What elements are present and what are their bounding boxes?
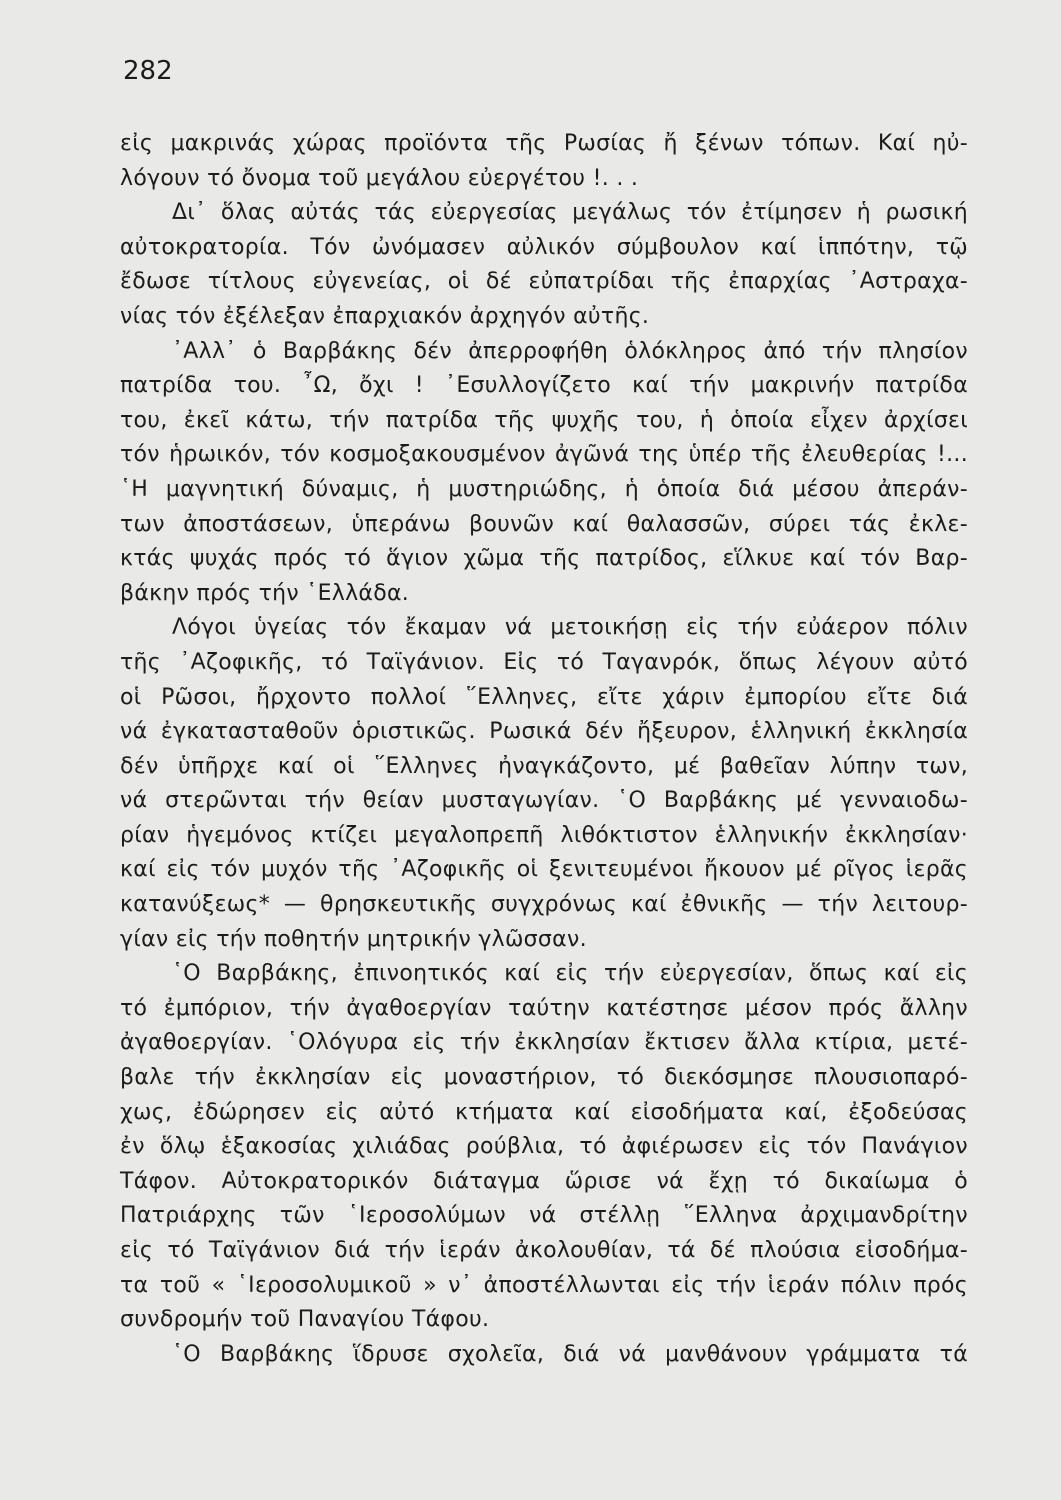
text-line: εἰς μακρινάς χώρας προϊόντα τῆς Ρωσίας ἤ ξένων τόπων. Καί ηὐ- <box>120 131 968 156</box>
text-line: ῾Ο Βαρβάκης ἵδρυσε σχολεῖα, διά νά μανθάνουν γράμματα τά <box>172 1341 968 1367</box>
text-line: Τάφον. Αὐτοκρατορικόν διάταγμα ὥρισε νά ἔχῃ τό δικαίωμα ὁ <box>120 1168 968 1194</box>
text-line: νά στερῶνται τήν θείαν μυσταγωγίαν. ῾Ο Βαρβάκης μέ γενναιοδω- <box>120 788 968 814</box>
text-line: ἀγαθοεργίαν. ῾Ολόγυρα εἰς τήν ἐκκλησίαν ἔκτισεν ἄλλα κτίρια, μετέ- <box>120 1030 968 1056</box>
text-line: τα τοῦ « ῾Ιεροσολυμικοῦ » ν᾿ ἀποστέλλωνται εἰς τήν ἱεράν πόλιν πρός <box>120 1272 968 1298</box>
body-text <box>120 127 968 1372</box>
text-line: ἔδωσε τίτλους εὐγενείας, οἱ δέ εὐπατρίδαι τῆς ἐπαρχίας ᾿Αστραχα- <box>120 269 968 295</box>
text-line: του, ἐκεῖ κάτω, τήν πατρίδα τῆς ψυχῆς του, ἡ ὁποία εἶχεν ἀρχίσει <box>120 407 968 433</box>
text-line: εἰς τό Ταϊγάνιον διά τήν ἱεράν ἀκολουθίαν, τά δέ πλούσια εἰσοδήμα- <box>120 1238 968 1263</box>
text-line: ῾Η μαγνητική δύναμις, ἡ μυστηριώδης, ἡ ὁποία διά μέσου ἀπεράν- <box>120 476 968 502</box>
text-line: τόν ἡρωικόν, τόν κοσμοξακουσμένον ἀγῶνά της ὑπέρ τῆς ἐλευθερίας !... <box>120 442 968 468</box>
text-line: νίας τόν ἐξέλεξαν ἐπαρχιακόν ἀρχηγόν αὐτῆς. <box>120 303 650 329</box>
text-line: τό ἐμπόριον, τήν ἀγαθοεργίαν ταύτην κατέστησε μέσον πρός ἄλλην <box>120 995 968 1021</box>
text-line: των ἀποστάσεων, ὑπεράνω βουνῶν καί θαλασσῶν, σύρει τάς ἐκλε- <box>120 511 968 537</box>
text-line: καί εἰς τόν μυχόν τῆς ᾿Αζοφικῆς οἱ ξενιτευμένοι ἤκουον μέ ρῖγος ἱερᾶς <box>120 857 968 883</box>
text-line: νά ἐγκατασταθοῦν ὁριστικῶς. Ρωσικά δέν ἤξευρον, ἑλληνική ἐκκλησία <box>120 719 968 745</box>
text-line: τῆς ᾿Αζοφικῆς, τό Ταϊγάνιον. Εἰς τό Ταγανρόκ, ὅπως λέγουν αὐτό <box>120 649 968 675</box>
text-line: συνδρομήν τοῦ Παναγίου Τάφου. <box>120 1307 490 1333</box>
text-line: οἱ Ρῶσοι, ἤρχοντο πολλοί ῞Ελληνες, εἴτε χάριν ἐμπορίου εἴτε διά <box>120 684 968 710</box>
text-line: ᾿Αλλ᾿ ὁ Βαρβάκης δέν ἀπερροφήθη ὁλόκληρος ἀπό τήν πλησίον <box>172 338 968 364</box>
text-line: κατανύξεως* — θρησκευτικῆς συγχρόνως καί ἐθνικῆς — τήν λειτουρ- <box>120 892 968 918</box>
text-line: πατρίδα του. ῏Ω, ὄχι ! ᾿Εσυλλογίζετο καί τήν μακρινήν πατρίδα <box>120 373 968 399</box>
text-line: Δι᾿ ὅλας αὐτάς τάς εὐεργεσίας μεγάλως τόν ἐτίμησεν ἡ ρωσική <box>172 200 968 226</box>
page-number: 282 <box>123 56 173 86</box>
text-line: βαλε τήν ἐκκλησίαν εἰς μοναστήριον, τό διεκόσμησε πλουσιοπαρό- <box>120 1065 968 1091</box>
text-line: ῾Ο Βαρβάκης, ἐπινοητικός καί εἰς τήν εὐεργεσίαν, ὅπως καί εἰς <box>172 961 968 987</box>
text-line: αὐτοκρατορία. Τόν ὠνόμασεν αὐλικόν σύμβουλον καί ἱππότην, τῷ <box>120 234 968 260</box>
text-line: κτάς ψυχάς πρός τό ἅγιον χῶμα τῆς πατρίδος, εἵλκυε καί τόν Βαρ- <box>120 546 968 572</box>
text-line: λόγουν τό ὄνομα τοῦ μεγάλου εὐεργέτου !. . . <box>120 165 639 191</box>
text-line: ἐν ὅλῳ ἑξακοσίας χιλιάδας ρούβλια, τό ἀφιέρωσεν εἰς τόν Πανάγιον <box>120 1134 968 1160</box>
text-line: Πατριάρχης τῶν ῾Ιεροσολύμων νά στέλλῃ ῞Ελληνα ἀρχιμανδρίτην <box>120 1203 968 1229</box>
text-line: γίαν εἰς τήν ποθητήν μητρικήν γλῶσσαν. <box>120 926 587 952</box>
text-line: ρίαν ἡγεμόνος κτίζει μεγαλοπρεπῆ λιθόκτιστον ἑλληνικήν ἐκκλησίαν· <box>120 822 968 848</box>
text-line: χως, ἐδώρησεν εἰς αὐτό κτήματα καί εἰσοδήματα καί, ἐξοδεύσας <box>120 1099 968 1125</box>
text-line: δέν ὑπῆρχε καί οἱ ῞Ελληνες ἠναγκάζοντο, μέ βαθεῖαν λύπην των, <box>120 753 968 779</box>
text-line: Λόγοι ὑγείας τόν ἔκαμαν νά μετοικήσῃ εἰς τήν εὐάερον πόλιν <box>172 615 968 641</box>
text-line: βάκην πρός τήν ῾Ελλάδα. <box>120 580 410 606</box>
